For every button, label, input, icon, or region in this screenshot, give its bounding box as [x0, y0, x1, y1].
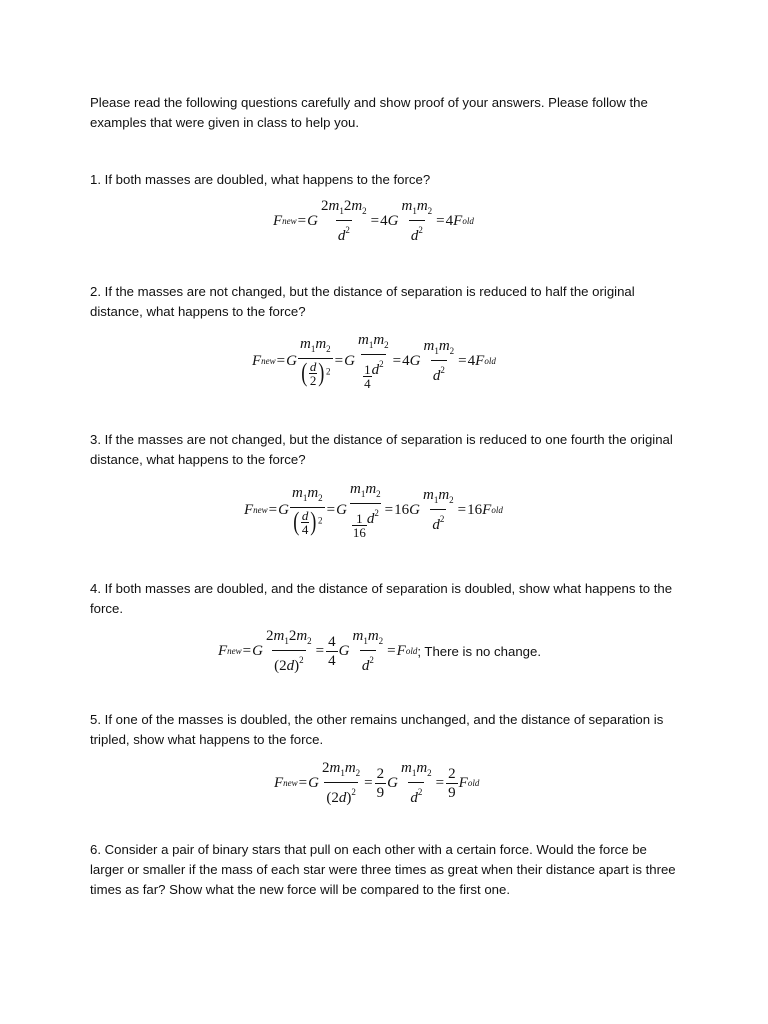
equation-2: F new = G $m_1m_2$ ( $\frac{d}{2}$ ) $^2$ = G $m_1m_2$ $\frac{1}{4}$ $d^2$ = 4 G $\frac{m_1m_2}{d^2}$ = 4 F old	[252, 332, 496, 391]
question-3: 3. If the masses are not changed, but the distance of separation is reduced to one fourth the original distance, what happens to the force?	[90, 432, 673, 467]
equation-5: F new = G $\frac{2m_1m_2}{(2d)^2}$ = $\frac{2}{9}$ G $\frac{m_1m_2}{d^2}$ = $\frac{2}{9}$ F old	[274, 760, 480, 806]
no-change-note: ; There is no change.	[417, 643, 541, 659]
equation-1: F new = G $\frac{2m_12m_2}{d^2}$ = 4 G $\frac{m_1m_2}{d^2}$ = 4 F old	[273, 198, 474, 244]
question-1: 1. If both masses are doubled, what happens to the force?	[90, 172, 431, 187]
equation-3: F new = G $m_1m_2$ ( $\frac{d}{4}$ ) $^2$ = G $m_1m_2$ $\frac{1}{16}$ $d^2$ = 16 G $\frac{m_1m_2}{d^2}$ = 16 F old	[244, 481, 503, 540]
question-2: 2. If the masses are not changed, but the distance of separation is reduced to half the original distance, what happens to the force?	[90, 284, 635, 319]
equation-4: F new = G $\frac{2m_12m_2}{(2d)^2}$ = $\frac{4}{4}$ G $\frac{m_1m_2}{d^2}$ = F old ; There is no change.	[218, 628, 541, 674]
question-4: 4. If both masses are doubled, and the distance of separation is doubled, show what happens to the force.	[90, 581, 673, 616]
question-5: 5. If one of the masses is doubled, the other remains unchanged, and the distance of separation is tripled, show what happens to the force.	[90, 712, 664, 747]
intro-paragraph: Please read the following questions carefully and show proof of your answers. Please follow the examples that were given in class to help you.	[90, 95, 648, 130]
question-6: 6. Consider a pair of binary stars that pull on each other with a certain force. Would the force be larger or smaller if the mass of each star were three times as great when their distance apart is three times as far? Show what the new force will be compared to the first one.	[90, 842, 676, 897]
